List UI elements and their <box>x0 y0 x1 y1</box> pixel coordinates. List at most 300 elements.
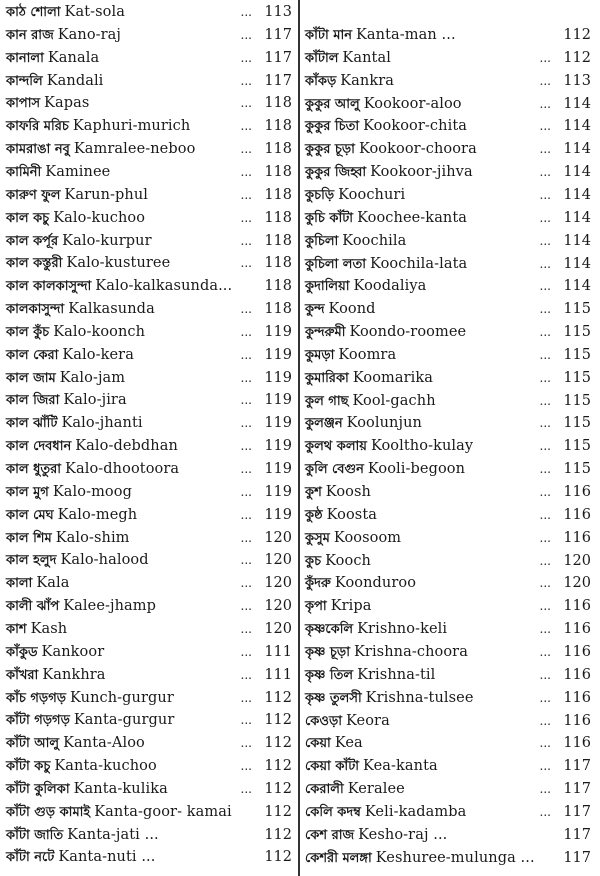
index-entry <box>6 801 292 823</box>
entry-leader-dots: ... <box>240 187 252 202</box>
entry-english-name: Koodaliya <box>353 278 427 295</box>
entry-english-name: Kanta-Aloo <box>63 735 145 752</box>
entry-bengali-name: কাঁটা কচু <box>6 759 51 775</box>
entry-english-name: Kool-gachh <box>352 392 436 409</box>
entry-page-number: 120 <box>264 575 292 592</box>
entry-english-name: Koochila-lata <box>370 255 468 272</box>
entry-bengali-name: কুলঞ্জন <box>305 416 343 432</box>
entry-english-name: Koondo-roomee <box>349 324 467 341</box>
entry-leader-dots: ... <box>240 347 252 362</box>
index-entry <box>6 138 292 160</box>
entry-leader-dots: ... <box>240 462 252 476</box>
index-entry <box>6 389 292 411</box>
entry-bengali-name: কুষ্ঠ <box>305 507 323 523</box>
entry-page-number: 120 <box>264 620 292 637</box>
index-entry <box>305 572 591 594</box>
entry-leader-dots: ... <box>240 5 252 19</box>
entry-page-number: 114 <box>563 141 591 158</box>
index-entry <box>6 618 292 640</box>
entry-leader-dots: ... <box>240 736 252 751</box>
entry-leader-dots: ... <box>240 507 252 522</box>
entry-leader-dots: ... <box>539 667 551 682</box>
entry-leader-dots: ... <box>240 667 252 682</box>
entry-english-name: Kalee-jhamp <box>63 598 157 615</box>
entry-page-number: 112 <box>264 826 292 843</box>
entry-bengali-name: কুকুর চিতা <box>305 119 360 135</box>
entry-bengali-name: কুশ <box>305 485 322 500</box>
entry-english-name: Kankhra <box>42 666 106 683</box>
index-entry <box>6 24 292 46</box>
entry-english-name: Kalo-jhanti <box>61 415 143 432</box>
entry-page-number: 119 <box>264 415 292 432</box>
entry-english-name: Kapas <box>44 95 90 112</box>
entry-bengali-name: কুকুর আলু <box>305 96 360 112</box>
entry-leader-dots: ... <box>539 690 551 705</box>
index-entry <box>305 664 591 686</box>
entry-english-name: Kea <box>334 735 363 752</box>
index-entry <box>305 275 591 297</box>
entry-english-name: Koomarika <box>352 369 434 386</box>
entry-english-name: Kandali <box>46 72 104 89</box>
index-entry <box>305 732 591 754</box>
entry-bengali-name: কাল ধুতুরা <box>6 462 62 477</box>
index-entry <box>305 367 591 389</box>
entry-english-name: Keli-kadamba <box>364 803 467 820</box>
entry-leader-dots: ... <box>240 324 252 339</box>
entry-bengali-name: কেয়া কাঁটা <box>305 759 360 775</box>
index-entry <box>305 710 591 732</box>
entry-leader-dots: ... <box>539 119 551 134</box>
index-entry <box>305 435 591 457</box>
entry-leader-dots: ... <box>240 27 252 42</box>
entry-bengali-name: কেশ রাজ <box>305 827 355 843</box>
entry-english-name: Kalkasunda <box>68 301 155 318</box>
index-entry <box>6 458 292 480</box>
entry-english-name: Kaminee <box>45 163 111 180</box>
entry-english-name: Kripa <box>330 598 372 615</box>
entry-leader-dots: ... <box>539 279 551 294</box>
entry-leader-dots: ... <box>240 621 252 636</box>
entry-leader-dots: ... <box>240 73 252 88</box>
entry-bengali-name: কুঁদরু <box>305 576 331 592</box>
entry-leader-dots: ... <box>240 781 252 796</box>
entry-bengali-name: কেওড়া <box>305 713 342 729</box>
entry-page-number: 115 <box>563 392 591 409</box>
entry-page-number: 112 <box>563 49 591 66</box>
entry-leader-dots: ... <box>539 50 551 65</box>
entry-bengali-name: কাঁটাল <box>305 50 339 66</box>
entry-bengali-name: কাঁটা কুলিকা <box>6 781 70 797</box>
index-entry <box>6 230 292 252</box>
index-entry <box>6 641 292 663</box>
entry-english-name: Krishna-til <box>357 666 436 683</box>
entry-page-number: 112 <box>264 780 292 797</box>
entry-page-number: 120 <box>264 598 292 615</box>
index-entry <box>6 298 292 320</box>
entry-english-name: Karun-phul <box>64 186 149 203</box>
entry-bengali-name: কাল দেবধান <box>6 439 72 455</box>
column-divider <box>298 0 300 876</box>
entry-english-name: Koochuri <box>338 186 406 203</box>
index-entry <box>305 253 591 275</box>
entry-english-name: Krishna-choora <box>353 643 468 660</box>
entry-bengali-name: কাল ঝাঁটি <box>6 416 58 432</box>
entry-english-name: Kankra <box>340 72 395 89</box>
entry-page-number: 120 <box>563 575 591 592</box>
entry-bengali-name: কাঁটা গুড় কামাই <box>6 804 91 820</box>
entry-bengali-name: কেলি কদম্ব <box>305 804 361 820</box>
index-entry <box>6 755 292 777</box>
entry-english-name: Kalo-debdhan <box>75 438 178 455</box>
entry-page-number: 115 <box>563 324 591 341</box>
index-entry <box>305 412 591 434</box>
entry-leader-dots: ... <box>539 393 551 408</box>
entry-page-number: 117 <box>264 49 292 66</box>
entry-leader-dots: ... <box>539 256 551 271</box>
entry-leader-dots: ... <box>539 165 551 180</box>
entry-leader-dots: ... <box>539 462 551 477</box>
entry-page-number: 114 <box>563 209 591 226</box>
entry-leader-dots: ... <box>539 302 551 317</box>
entry-bengali-name: কালী ঝাঁপ <box>6 599 60 615</box>
index-entry <box>6 367 292 389</box>
entry-page-number: 120 <box>264 552 292 569</box>
entry-english-name: Kalo-jam <box>59 369 126 386</box>
entry-leader-dots: ... <box>539 325 551 340</box>
entry-english-name: Koonduroo <box>334 575 417 592</box>
entry-leader-dots: ... <box>240 256 252 271</box>
index-entry <box>6 161 292 183</box>
entry-leader-dots: ... <box>539 782 551 797</box>
index-entry <box>305 847 591 869</box>
entry-leader-dots: ... <box>240 553 252 568</box>
entry-english-name: Kalo-moog <box>52 483 132 500</box>
entry-leader-dots: ... <box>539 804 551 819</box>
entry-bengali-name: কুলথ কলায় <box>305 439 367 455</box>
entry-page-number: 118 <box>264 301 292 318</box>
entry-page-number: 118 <box>264 278 292 295</box>
entry-page-number: 119 <box>264 346 292 363</box>
entry-english-name: Kanta-nuti ... <box>58 849 156 866</box>
entry-page-number: 115 <box>563 461 591 478</box>
entry-english-name: Koosh <box>325 484 371 500</box>
index-column-right <box>305 0 591 876</box>
entry-page-number: 116 <box>563 643 591 660</box>
index-entry <box>305 115 591 137</box>
entry-page-number: 114 <box>563 232 591 249</box>
entry-english-name: Kanta-man ... <box>356 27 456 43</box>
entry-english-name: Kanta-jati ... <box>67 826 159 843</box>
entry-page-number: 116 <box>563 598 591 615</box>
entry-english-name: Kanta-kuchoo <box>54 758 157 775</box>
entry-leader-dots: ... <box>539 576 551 591</box>
entry-bengali-name: কাঁটা গড়গড় <box>6 713 70 729</box>
entry-bengali-name: কাশ <box>6 621 27 637</box>
entry-bengali-name: কেশরী মলঙ্গা <box>305 850 372 866</box>
index-entry <box>6 70 292 92</box>
index-entry <box>305 184 591 206</box>
index-entry <box>6 595 292 617</box>
entry-page-number: 115 <box>563 438 591 455</box>
entry-leader-dots: ... <box>539 530 551 545</box>
entry-page-number: 112 <box>264 849 292 866</box>
entry-leader-dots: ... <box>240 370 252 385</box>
entry-english-name: Kunch-gurgur <box>70 689 174 706</box>
entry-english-name: Kamralee-neboo <box>73 141 196 158</box>
entry-leader-dots: ... <box>539 553 551 568</box>
entry-page-number: 112 <box>264 735 292 752</box>
entry-bengali-name: কুচড়ি <box>305 187 335 203</box>
index-entry <box>6 47 292 69</box>
entry-english-name: Kanta-gurgur <box>73 712 175 729</box>
entry-leader-dots: ... <box>240 690 252 705</box>
entry-page-number: 119 <box>264 483 292 500</box>
entry-leader-dots: ... <box>240 119 252 134</box>
entry-english-name: Kookoor-jihva <box>370 164 473 181</box>
entry-leader-dots: ... <box>240 164 252 179</box>
entry-bengali-name: কাল কর্পূর <box>6 233 59 249</box>
index-entry <box>6 115 292 137</box>
entry-english-name: Kooch <box>325 552 371 569</box>
index-entry <box>305 24 591 46</box>
entry-page-number: 116 <box>563 735 591 752</box>
entry-page-number: 116 <box>563 529 591 546</box>
index-entry <box>305 824 591 846</box>
entry-leader-dots: ... <box>240 302 252 317</box>
entry-page-number: 119 <box>264 369 292 386</box>
entry-page-number: 116 <box>563 506 591 523</box>
entry-leader-dots: ... <box>539 713 551 728</box>
index-entry <box>305 778 591 800</box>
entry-leader-dots: ... <box>240 142 252 157</box>
entry-english-name: Koond <box>328 301 376 318</box>
entry-bengali-name: কুচি কাঁটা <box>305 210 354 226</box>
entry-english-name: Koosoom <box>333 529 402 546</box>
entry-bengali-name: কাল কুঁচ <box>6 324 50 340</box>
index-entry <box>305 70 591 92</box>
entry-leader-dots: ... <box>240 393 252 408</box>
entry-bengali-name: কাল মুগ <box>6 484 49 500</box>
entry-page-number: 119 <box>264 438 292 455</box>
entry-english-name: Kalo-kuchoo <box>53 209 146 226</box>
index-entry <box>305 618 591 640</box>
entry-english-name: Kalo-dhootoora <box>65 461 180 477</box>
entry-page-number: 115 <box>563 415 591 432</box>
entry-page-number: 119 <box>264 461 292 477</box>
entry-bengali-name: কুচিলা <box>305 233 339 249</box>
entry-bengali-name: কাল জাম <box>6 370 56 386</box>
index-entry <box>305 230 591 252</box>
entry-english-name: Kalo-kalkasunda... <box>95 278 233 295</box>
entry-bengali-name: কুচ <box>305 553 322 569</box>
entry-leader-dots: ... <box>539 142 551 157</box>
entry-bengali-name: কানালা <box>6 50 44 66</box>
entry-bengali-name: কাল শিম <box>6 530 52 546</box>
entry-bengali-name: কান্দলি <box>6 73 43 89</box>
entry-leader-dots: ... <box>539 73 551 88</box>
entry-page-number: 118 <box>264 141 292 158</box>
entry-bengali-name: কৃপা <box>305 599 327 615</box>
entry-english-name: Keora <box>346 712 390 729</box>
entry-page-number: 120 <box>563 552 591 569</box>
index-entry <box>305 755 591 777</box>
entry-english-name: Kookoor-chita <box>363 118 467 135</box>
index-entry <box>305 481 591 503</box>
entry-page-number: 114 <box>563 186 591 203</box>
entry-english-name: Kooltho-kulay <box>370 438 474 455</box>
entry-bengali-name: কাপাস <box>6 96 41 112</box>
entry-bengali-name: কুকুর চূড়া <box>305 142 355 158</box>
entry-bengali-name: কৃষ্ণকেলি <box>305 622 354 638</box>
entry-leader-dots: ... <box>539 96 551 111</box>
entry-page-number: 119 <box>264 392 292 409</box>
index-entry <box>305 344 591 366</box>
entry-leader-dots: ... <box>240 599 252 614</box>
entry-page-number: 117 <box>264 72 292 89</box>
entry-page-number: 111 <box>264 643 292 660</box>
entry-page-number: 118 <box>264 95 292 112</box>
entry-leader-dots: ... <box>240 210 252 225</box>
entry-english-name: Kanta-kulika <box>73 780 168 797</box>
entry-bengali-name: কুচিলা লতা <box>305 256 367 272</box>
entry-page-number: 112 <box>264 712 292 729</box>
entry-english-name: Kalo-megh <box>57 506 138 523</box>
index-entry <box>6 709 292 731</box>
entry-english-name: Keralee <box>347 781 405 798</box>
entry-leader-dots: ... <box>539 370 551 385</box>
entry-bengali-name: কাফরি মরিচ <box>6 119 69 135</box>
entry-bengali-name: কুন্দ <box>305 302 325 318</box>
entry-page-number: 118 <box>264 232 292 249</box>
entry-page-number: 119 <box>264 323 292 340</box>
entry-page-number: 116 <box>563 712 591 729</box>
entry-leader-dots: ... <box>240 233 252 248</box>
entry-bengali-name: কাঁটা আলু <box>6 736 60 752</box>
entry-english-name: Kalo-shim <box>55 529 130 546</box>
entry-leader-dots: ... <box>240 644 252 659</box>
entry-page-number: 117 <box>264 26 292 43</box>
entry-english-name: Kalo-jira <box>63 392 127 409</box>
index-entry <box>6 184 292 206</box>
entry-english-name: Kanala <box>47 49 100 66</box>
entry-bengali-name: কান রাজ <box>6 27 54 43</box>
entry-english-name: Koosta <box>326 506 377 523</box>
entry-page-number: 115 <box>563 369 591 386</box>
entry-page-number: 117 <box>563 849 591 866</box>
entry-bengali-name: কাঁকড় <box>305 73 337 89</box>
entry-leader-dots: ... <box>539 233 551 248</box>
entry-page-number: 114 <box>563 278 591 295</box>
entry-bengali-name: কুকুর জিহ্বা <box>305 165 367 181</box>
entry-page-number: 116 <box>563 666 591 683</box>
entry-page-number: 118 <box>264 255 292 272</box>
entry-leader-dots: ... <box>240 713 252 728</box>
index-entry <box>6 687 292 709</box>
index-entry <box>6 435 292 457</box>
entry-bengali-name: কুসুম <box>305 530 330 546</box>
entry-bengali-name: কৃষ্ণ তিল <box>305 667 354 683</box>
entry-leader-dots: ... <box>539 210 551 225</box>
entry-page-number: 114 <box>563 118 591 135</box>
entry-leader-dots: ... <box>240 416 252 431</box>
index-entry <box>6 92 292 114</box>
entry-bengali-name: কাঁখরা <box>6 667 39 683</box>
index-entry <box>6 549 292 571</box>
entry-bengali-name: কাঁচ গড়গড় <box>6 690 67 706</box>
index-entry <box>305 47 591 69</box>
entry-english-name: Kano-raj <box>57 26 122 43</box>
entry-bengali-name: কামিনী <box>6 164 42 180</box>
index-entry <box>305 390 591 412</box>
index-entry <box>6 846 292 868</box>
entry-page-number: 115 <box>563 301 591 318</box>
index-entry <box>6 824 292 846</box>
entry-leader-dots: ... <box>539 347 551 362</box>
index-entry <box>305 207 591 229</box>
entry-english-name: Kalo-kera <box>62 346 134 363</box>
entry-page-number: 120 <box>264 529 292 546</box>
entry-english-name: Kooli-begoon <box>367 461 466 478</box>
index-entry <box>305 595 591 617</box>
index-entry <box>6 252 292 274</box>
entry-page-number: 117 <box>563 758 591 775</box>
entry-page-number: 111 <box>264 666 292 683</box>
entry-bengali-name: কুমড়া <box>305 347 335 363</box>
index-entry <box>6 207 292 229</box>
entry-leader-dots: ... <box>539 439 551 454</box>
entry-page-number: 114 <box>563 95 591 112</box>
entry-leader-dots: ... <box>240 50 252 65</box>
entry-bengali-name: কুন্দরুমী <box>305 325 346 341</box>
entry-leader-dots: ... <box>539 644 551 659</box>
entry-english-name: Kookoor-choora <box>358 141 477 158</box>
entry-page-number: 116 <box>563 689 591 706</box>
entry-leader-dots: ... <box>539 416 551 431</box>
entry-page-number: 112 <box>264 803 292 820</box>
entry-bengali-name: কেরালী <box>305 782 344 798</box>
entry-leader-dots: ... <box>539 759 551 774</box>
entry-bengali-name: কাল কস্তুরী <box>6 256 63 272</box>
entry-page-number: 113 <box>264 4 292 20</box>
entry-bengali-name: কৃষ্ণ তুলসী <box>305 690 362 706</box>
entry-page-number: 119 <box>264 506 292 523</box>
entry-english-name: Kala <box>36 575 70 592</box>
entry-leader-dots: ... <box>539 507 551 522</box>
entry-page-number: 117 <box>563 803 591 820</box>
index-entry <box>305 504 591 526</box>
entry-english-name: Kookoor-aloo <box>363 95 462 112</box>
entry-page-number: 112 <box>264 689 292 706</box>
entry-leader-dots: ... <box>240 759 252 774</box>
entry-bengali-name: কুলি বেগুন <box>305 462 364 478</box>
index-entry <box>6 1 292 23</box>
index-entry <box>6 664 292 686</box>
index-entry <box>6 504 292 526</box>
entry-bengali-name: কারুণ ফুল <box>6 187 61 203</box>
entry-page-number: 115 <box>563 346 591 363</box>
entry-bengali-name: কাল কচু <box>6 210 50 226</box>
entry-page-number: 118 <box>264 209 292 226</box>
entry-bengali-name: কাল হলুদ <box>6 553 57 569</box>
entry-bengali-name: কাল কেরা <box>6 347 59 363</box>
entry-leader-dots: ... <box>539 622 551 637</box>
index-entry <box>305 138 591 160</box>
index-entry <box>6 572 292 594</box>
index-entry <box>6 778 292 800</box>
index-entry <box>6 527 292 549</box>
entry-english-name: Kalo-kusturee <box>66 255 171 272</box>
entry-english-name: Kalo-halood <box>60 552 149 569</box>
